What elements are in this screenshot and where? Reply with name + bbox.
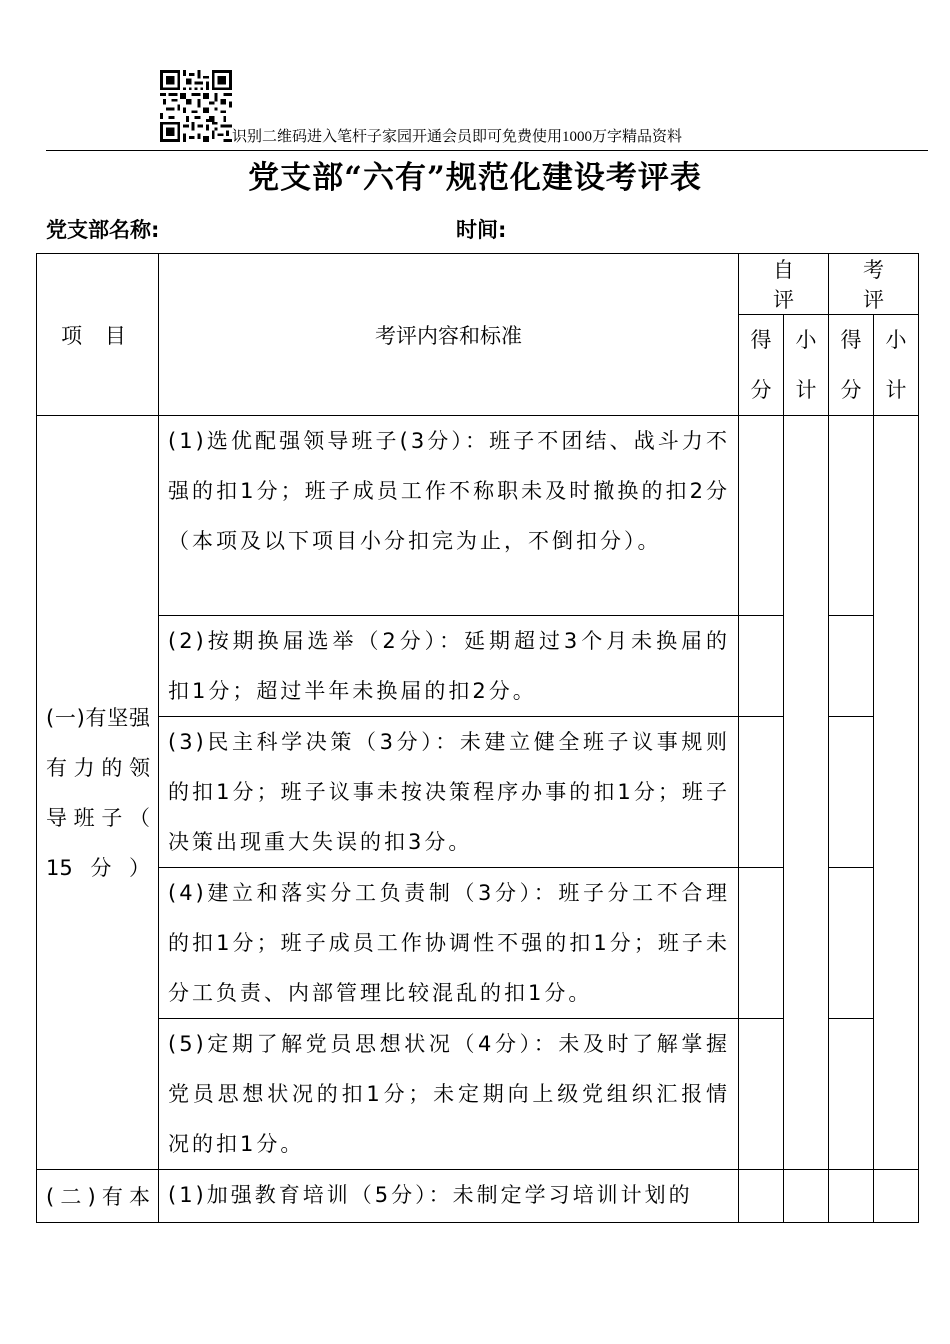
review-score-cell[interactable] (829, 868, 874, 1019)
self-score-cell[interactable] (739, 416, 784, 616)
review-score-cell[interactable] (829, 616, 874, 717)
self-score-cell[interactable] (739, 1019, 784, 1170)
header-score-top: 得 (840, 328, 862, 352)
header-review-score (829, 315, 874, 416)
criterion-cell: (3)民主科学决策（3分）：未建立健全班子议事规则的扣1分；班子议事未按决策程序办事的扣1分；班子决策出现重大失误的扣3分。 (159, 717, 739, 868)
category-cell: (二)有本 (37, 1170, 159, 1223)
header-item: 项 目 (37, 254, 159, 416)
promo-banner-text: 识别二维码进入笔杆子家园开通会员即可免费使用1000万字精品资料 (232, 129, 683, 145)
criterion-cell: (4)建立和落实分工负责制（3分）：班子分工不合理的扣1分；班子成员工作协调性不强的扣1分；班子未分工负责、内部管理比较混乱的扣1分。 (159, 868, 739, 1019)
review-score-cell[interactable] (829, 1170, 874, 1223)
branch-name-label: 党支部名称: (46, 218, 160, 242)
qr-code-icon (160, 70, 232, 142)
self-subtotal-cell[interactable] (784, 1170, 829, 1223)
header-self-eval: 自评 (739, 254, 829, 315)
evaluation-table (36, 253, 919, 1223)
review-score-cell[interactable] (829, 717, 874, 868)
header-review-eval: 考评 (829, 254, 919, 315)
criterion-cell: (2)按期换届选举（2分）：延期超过3个月未换届的扣1分；超过半年未换届的扣2分。 (159, 616, 739, 717)
review-subtotal-cell[interactable] (874, 416, 919, 1170)
header-subtotal-top: 小 (795, 328, 817, 352)
criterion-cell: (1)选优配强领导班子(3分）：班子不团结、战斗力不强的扣1分；班子成员工作不称职未及时撤换的扣2分（本项及以下项目小分扣完为止，不倒扣分）。 (159, 416, 739, 616)
review-subtotal-cell[interactable] (874, 1170, 919, 1223)
self-subtotal-cell[interactable] (784, 416, 829, 1170)
page-title: 党支部“六有”规范化建设考评表 (248, 160, 702, 196)
criterion-cell: (1)加强教育培训（5分）：未制定学习培训计划的 (159, 1170, 739, 1223)
self-score-cell[interactable] (739, 1170, 784, 1223)
header-subtotal-bottom: 计 (885, 378, 907, 402)
review-score-cell[interactable] (829, 1019, 874, 1170)
header-subtotal-top: 小 (885, 328, 907, 352)
category-cell: (一)有坚强有力的领导班子（ 15分） (37, 416, 159, 1170)
header-review-subtotal (874, 315, 919, 416)
header-self-subtotal (784, 315, 829, 416)
time-label: 时间: (456, 218, 507, 242)
self-score-cell[interactable] (739, 616, 784, 717)
self-score-cell[interactable] (739, 717, 784, 868)
header-score-bottom: 分 (750, 378, 772, 402)
header-score-top: 得 (750, 328, 772, 352)
criterion-cell: (5)定期了解党员思想状况（4分）：未及时了解掌握党员思想状况的扣1分；未定期向上级党组织汇报情况的扣1分。 (159, 1019, 739, 1170)
review-score-cell[interactable] (829, 416, 874, 616)
header-self-score (739, 315, 784, 416)
header-subtotal-bottom: 计 (795, 378, 817, 402)
header-score-bottom: 分 (840, 378, 862, 402)
self-score-cell[interactable] (739, 868, 784, 1019)
header-content: 考评内容和标准 (159, 254, 739, 416)
